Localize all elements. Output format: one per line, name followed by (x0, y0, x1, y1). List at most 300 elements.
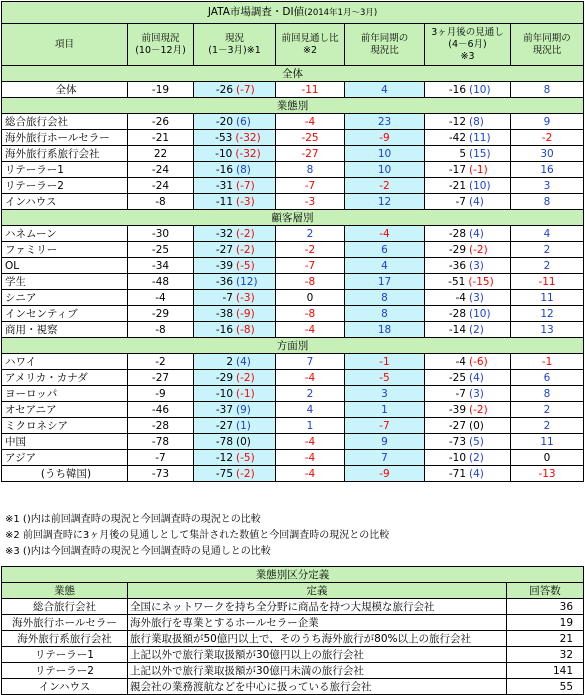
definition-count: 55 (507, 679, 584, 695)
row-prev: -2 (128, 354, 194, 370)
row-yoy-value: -5 (379, 371, 390, 384)
row-next (425, 322, 511, 338)
row-forecast-diff (276, 386, 345, 402)
row-next (425, 402, 511, 418)
row-prev: -34 (128, 258, 194, 274)
definition-type: 総合旅行会社 (2, 599, 128, 615)
row-next-yoy (511, 322, 584, 338)
row-current-diff: (-2) (236, 243, 255, 256)
row-next-yoy-value: -2 (541, 131, 553, 144)
row-next-yoy-value: 30 (540, 147, 554, 160)
row-next (425, 290, 511, 306)
row-next (425, 306, 511, 322)
column-header-1: 前回現況 (10－12月) (128, 24, 194, 66)
row-forecast-diff (276, 402, 345, 418)
row-next-yoy (511, 274, 584, 290)
row-prev: -28 (128, 418, 194, 434)
row-current-diff: (-5) (236, 451, 255, 464)
table-row (2, 242, 584, 258)
row-forecast-diff-value: 2 (306, 387, 314, 400)
row-current (194, 370, 276, 386)
row-next-value: -28 (448, 307, 466, 320)
row-forecast-diff (276, 322, 345, 338)
row-current-diff: (-2) (236, 227, 255, 240)
row-yoy-value: 17 (377, 275, 392, 288)
row-next-yoy (511, 162, 584, 178)
row-next-value: -36 (448, 259, 466, 272)
row-next (425, 178, 511, 194)
row-current-value: -10 (215, 147, 233, 160)
row-next-yoy (511, 242, 584, 258)
row-yoy (345, 354, 425, 370)
row-next-value: -28 (448, 227, 466, 240)
row-yoy (345, 322, 425, 338)
row-current-diff: (-32) (235, 131, 261, 144)
definition-text: 上記以外で旅行業取扱額が30億円未満の旅行会社 (128, 663, 507, 679)
row-forecast-diff-value: 0 (306, 291, 314, 304)
row-prev: -27 (128, 370, 194, 386)
row-next-yoy-value: 16 (540, 163, 554, 176)
row-yoy-value: 1 (381, 403, 388, 416)
row-next-yoy (511, 386, 584, 402)
row-yoy (345, 466, 425, 482)
definition-count: 141 (507, 663, 584, 679)
title-text: JATA市場調査・DI値 (207, 6, 305, 18)
row-forecast-diff-value: -4 (304, 323, 316, 336)
row-next-diff: (3) (469, 291, 484, 304)
row-next-value: -51 (448, 275, 466, 288)
row-next-value: -10 (448, 451, 466, 464)
definition-row (2, 647, 584, 663)
row-yoy-value: 12 (377, 195, 392, 208)
column-header-3: 前回見通し比 ※2 (276, 24, 345, 66)
row-current-diff: (0) (236, 435, 251, 448)
definition-count: 36 (507, 599, 584, 615)
row-current-diff: (-2) (236, 467, 255, 480)
row-current-value: 2 (226, 355, 233, 368)
column-header-2: 現況 (1－3月)※1 (194, 24, 276, 66)
row-item: ヨーロッパ (2, 386, 128, 402)
row-forecast-diff-value: -8 (304, 275, 316, 288)
table-row (2, 146, 584, 162)
row-item: 全体 (2, 82, 128, 98)
row-current (194, 386, 276, 402)
row-next (425, 434, 511, 450)
row-item: 学生 (2, 274, 128, 290)
row-next (425, 114, 511, 130)
definition-text: 旅行業取扱額が50億円以上で、そのうち海外旅行が80%以上の旅行会社 (128, 631, 507, 647)
row-next-yoy (511, 370, 584, 386)
row-forecast-diff-value: -2 (304, 243, 316, 256)
row-current-diff: (-3) (236, 291, 255, 304)
definition-row (2, 679, 584, 695)
definition-header-count: 回答数 (507, 583, 584, 599)
row-forecast-diff-value: -11 (301, 83, 319, 96)
di-table (1, 1, 584, 482)
row-next (425, 274, 511, 290)
row-item: ファミリー (2, 242, 128, 258)
definition-table (1, 566, 584, 695)
row-forecast-diff (276, 146, 345, 162)
row-next (425, 386, 511, 402)
row-yoy-value: -7 (379, 419, 390, 432)
row-next-yoy-value: 8 (543, 83, 551, 96)
row-item: インセンティブ (2, 306, 128, 322)
row-next-yoy-value: 13 (540, 323, 554, 336)
definition-count: 19 (507, 615, 584, 631)
row-current (194, 130, 276, 146)
table-row (2, 194, 584, 210)
row-next-yoy (511, 306, 584, 322)
row-next (425, 194, 511, 210)
row-current (194, 466, 276, 482)
row-next-yoy (511, 258, 584, 274)
row-current (194, 290, 276, 306)
row-item: 商用・視察 (2, 322, 128, 338)
row-prev: -24 (128, 162, 194, 178)
definition-count: 21 (507, 631, 584, 647)
row-item: 総合旅行会社 (2, 114, 128, 130)
row-current (194, 82, 276, 98)
row-forecast-diff-value: -8 (304, 307, 316, 320)
row-current-value: -26 (215, 83, 233, 96)
table-row (2, 466, 584, 482)
row-yoy (345, 226, 425, 242)
column-header-4: 前年同期の 現況比 (345, 24, 425, 66)
section-header-row (2, 210, 584, 226)
row-next-value: -27 (448, 419, 466, 432)
row-current-value: -36 (215, 275, 233, 288)
row-next-value: -7 (455, 387, 466, 400)
row-prev: -26 (128, 114, 194, 130)
table-row (2, 130, 584, 146)
row-forecast-diff (276, 306, 345, 322)
row-next-yoy (511, 450, 584, 466)
row-current-value: -39 (215, 259, 233, 272)
definition-type: 海外旅行ホールセラー (2, 615, 128, 631)
row-current (194, 322, 276, 338)
row-yoy-value: 6 (381, 243, 388, 256)
row-yoy-value: -2 (379, 179, 390, 192)
row-current-diff: (-8) (236, 323, 255, 336)
row-next-yoy (511, 194, 584, 210)
row-prev: -9 (128, 386, 194, 402)
row-forecast-diff (276, 466, 345, 482)
row-current-diff: (-7) (236, 179, 255, 192)
row-forecast-diff-value: -4 (304, 115, 316, 128)
row-current-value: -27 (215, 243, 233, 256)
row-prev: -29 (128, 306, 194, 322)
row-item: 海外旅行ホールセラー (2, 130, 128, 146)
definition-type: 海外旅行系旅行会社 (2, 631, 128, 647)
row-forecast-diff (276, 114, 345, 130)
row-forecast-diff-value: 8 (306, 163, 314, 176)
table-row (2, 82, 584, 98)
column-header-5: 3ヶ月後の見通し (4－6月) ※3 (425, 24, 511, 66)
row-next-yoy-value: 0 (543, 451, 551, 464)
row-next-yoy-value: 6 (543, 371, 551, 384)
row-current-diff: (4) (236, 355, 251, 368)
row-forecast-diff (276, 274, 345, 290)
section-header: 方面別 (2, 338, 584, 354)
table-row (2, 402, 584, 418)
row-item: シニア (2, 290, 128, 306)
row-current-value: -20 (215, 115, 233, 128)
row-yoy (345, 162, 425, 178)
row-yoy-value: 9 (381, 435, 388, 448)
row-current-value: -11 (215, 195, 233, 208)
row-current-diff: (-2) (236, 371, 255, 384)
row-current-diff: (9) (236, 403, 251, 416)
row-current (194, 194, 276, 210)
row-prev: -8 (128, 194, 194, 210)
row-forecast-diff-value: -4 (304, 371, 316, 384)
row-item: リテーラー1 (2, 162, 128, 178)
definition-type: インハウス (2, 679, 128, 695)
definition-row (2, 631, 584, 647)
row-current (194, 402, 276, 418)
row-next-value: -4 (455, 291, 466, 304)
row-yoy (345, 178, 425, 194)
row-forecast-diff (276, 194, 345, 210)
row-next-diff: (5) (469, 435, 484, 448)
row-forecast-diff-value: -4 (304, 467, 316, 480)
row-next-yoy (511, 130, 584, 146)
row-prev: -46 (128, 402, 194, 418)
row-next-yoy-value: 2 (543, 259, 551, 272)
row-current-value: -7 (222, 291, 233, 304)
table-row (2, 354, 584, 370)
section-header: 業態別 (2, 98, 584, 114)
row-prev: -21 (128, 130, 194, 146)
row-item: ハワイ (2, 354, 128, 370)
row-next (425, 130, 511, 146)
row-current (194, 450, 276, 466)
row-forecast-diff (276, 178, 345, 194)
table-row (2, 306, 584, 322)
row-forecast-diff (276, 226, 345, 242)
row-next-diff: (3) (469, 259, 484, 272)
row-current-diff: (-32) (235, 147, 261, 160)
definition-title-row (2, 567, 584, 583)
row-next-yoy (511, 434, 584, 450)
row-next (425, 466, 511, 482)
row-yoy (345, 306, 425, 322)
row-next-diff: (-15) (468, 275, 494, 288)
definition-text: 親会社の業務渡航などを中心に扱っている旅行会社 (128, 679, 507, 695)
row-yoy (345, 386, 425, 402)
row-current-value: -12 (215, 451, 233, 464)
row-item: (うち韓国) (2, 466, 128, 482)
row-next-value: -17 (448, 163, 466, 176)
row-current-diff: (12) (236, 275, 258, 288)
row-next-value: -25 (448, 371, 466, 384)
row-yoy-value: 10 (377, 147, 392, 160)
row-next (425, 370, 511, 386)
table-row (2, 114, 584, 130)
row-prev: -7 (128, 450, 194, 466)
row-yoy-value: -4 (379, 227, 390, 240)
row-forecast-diff-value: 1 (306, 419, 314, 432)
row-item: OL (2, 258, 128, 274)
row-current-value: -31 (215, 179, 233, 192)
definition-header-row (2, 583, 584, 599)
row-forecast-diff (276, 162, 345, 178)
row-yoy (345, 114, 425, 130)
row-forecast-diff (276, 434, 345, 450)
row-current (194, 258, 276, 274)
row-next-diff: (8) (469, 115, 484, 128)
row-current-value: -27 (215, 419, 233, 432)
row-next-value: 5 (459, 147, 466, 160)
row-current (194, 418, 276, 434)
row-yoy (345, 274, 425, 290)
table-row (2, 418, 584, 434)
row-next-yoy-value: 2 (543, 419, 551, 432)
section-header: 顧客層別 (2, 210, 584, 226)
row-next-yoy-value: 11 (540, 435, 554, 448)
row-yoy-value: 10 (377, 163, 392, 176)
row-forecast-diff-value: -27 (301, 147, 319, 160)
row-forecast-diff-value: -3 (304, 195, 316, 208)
definition-header-def: 定義 (128, 583, 507, 599)
table-row (2, 370, 584, 386)
row-prev: -19 (128, 82, 194, 98)
section-header-row (2, 66, 584, 82)
notes (5, 512, 389, 560)
row-next-value: -4 (455, 355, 466, 368)
row-yoy-value: 7 (381, 451, 388, 464)
row-yoy-value: 8 (381, 291, 388, 304)
row-current-diff: (-5) (236, 259, 255, 272)
row-current-value: -16 (215, 323, 233, 336)
row-next-yoy-value: 12 (540, 307, 554, 320)
row-next-value: -7 (455, 195, 466, 208)
row-yoy-value: 4 (381, 83, 388, 96)
row-item: オセアニア (2, 402, 128, 418)
row-prev: -4 (128, 290, 194, 306)
column-header-6: 前年同期の 現況比 (511, 24, 584, 66)
row-current-value: -16 (215, 163, 233, 176)
table-row (2, 162, 584, 178)
row-yoy-value: 4 (381, 259, 388, 272)
row-next (425, 450, 511, 466)
row-item: リテーラー2 (2, 178, 128, 194)
row-next-diff: (2) (469, 323, 484, 336)
row-current-value: -32 (215, 227, 233, 240)
row-next-yoy-value: 2 (543, 243, 551, 256)
row-forecast-diff (276, 130, 345, 146)
row-yoy (345, 146, 425, 162)
table-row (2, 178, 584, 194)
row-current-diff: (8) (236, 163, 251, 176)
row-next-yoy-value: 8 (543, 387, 551, 400)
row-current-diff: (-7) (236, 83, 255, 96)
row-next-yoy (511, 466, 584, 482)
row-forecast-diff-value: 4 (306, 403, 314, 416)
row-next-yoy-value: -11 (538, 275, 556, 288)
row-next (425, 162, 511, 178)
row-forecast-diff-value: -7 (304, 179, 316, 192)
row-yoy (345, 130, 425, 146)
row-forecast-diff-value: 2 (306, 227, 314, 240)
row-current-diff: (1) (236, 419, 251, 432)
row-yoy-value: 8 (381, 307, 388, 320)
table-row (2, 450, 584, 466)
row-prev: -8 (128, 322, 194, 338)
row-forecast-diff-value: -7 (304, 259, 316, 272)
definition-text: 上記以外で旅行業取扱額が30億円以上の旅行会社 (128, 647, 507, 663)
row-prev: -25 (128, 242, 194, 258)
row-next-value: -71 (448, 467, 466, 480)
column-header-0: 項目 (2, 24, 128, 66)
row-current-value: -37 (215, 403, 233, 416)
row-current (194, 114, 276, 130)
definition-row (2, 615, 584, 631)
row-next-yoy (511, 290, 584, 306)
row-next-diff: (2) (469, 451, 484, 464)
row-next-diff: (10) (469, 179, 491, 192)
row-next-value: -16 (448, 83, 466, 96)
row-next-yoy (511, 146, 584, 162)
row-next-yoy (511, 178, 584, 194)
title-period: (2014年1月～3月) (304, 8, 378, 18)
row-next-yoy-value: 11 (540, 291, 554, 304)
row-current-value: -10 (215, 387, 233, 400)
row-next-diff: (4) (469, 227, 484, 240)
row-yoy (345, 194, 425, 210)
row-yoy-value: -9 (379, 467, 390, 480)
row-next-value: -42 (448, 131, 466, 144)
row-next (425, 226, 511, 242)
definition-row (2, 599, 584, 615)
row-next-yoy (511, 226, 584, 242)
table-row (2, 226, 584, 242)
row-next-yoy (511, 114, 584, 130)
row-next (425, 354, 511, 370)
table-row (2, 434, 584, 450)
row-current-diff: (-9) (236, 307, 255, 320)
row-forecast-diff-value: -4 (304, 435, 316, 448)
row-yoy (345, 434, 425, 450)
row-current (194, 274, 276, 290)
row-yoy (345, 290, 425, 306)
row-forecast-diff (276, 354, 345, 370)
row-current-diff: (6) (236, 115, 251, 128)
note-2: ※2 前回調査時に3ヶ月後の見通しとして集計された数値と今回調査時の現況との比較 (5, 530, 390, 541)
row-forecast-diff (276, 370, 345, 386)
row-item: ハネムーン (2, 226, 128, 242)
row-next-diff: (-1) (469, 163, 488, 176)
row-item: アジア (2, 450, 128, 466)
row-forecast-diff (276, 82, 345, 98)
row-yoy (345, 450, 425, 466)
row-forecast-diff (276, 258, 345, 274)
row-prev: -24 (128, 178, 194, 194)
row-current (194, 434, 276, 450)
row-next-diff: (-6) (469, 355, 488, 368)
table-row (2, 322, 584, 338)
row-yoy (345, 418, 425, 434)
row-next-yoy (511, 82, 584, 98)
definition-header-type: 業態 (2, 583, 128, 599)
row-yoy (345, 82, 425, 98)
table-row (2, 274, 584, 290)
row-next-value: -12 (448, 115, 466, 128)
row-next-diff: (11) (469, 131, 491, 144)
row-current (194, 354, 276, 370)
section-header: 全体 (2, 66, 584, 82)
